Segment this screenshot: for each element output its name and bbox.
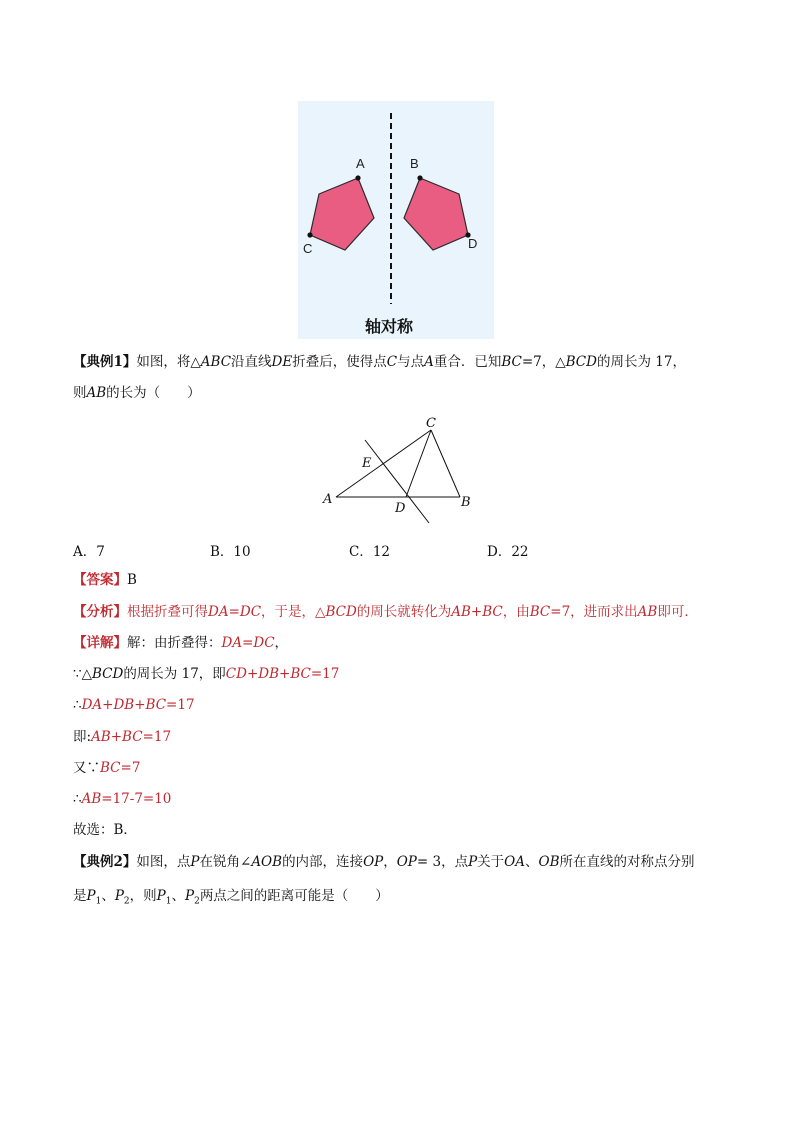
detail-line3: ∴DA+DB+BC=17 — [73, 697, 195, 713]
example1-question-line2: 则AB的长为（ ） — [73, 385, 201, 401]
point-a — [355, 175, 360, 180]
label-e: E — [362, 456, 372, 471]
label-b: B — [410, 156, 419, 171]
option-d[interactable]: D．22 — [487, 544, 529, 560]
example1-tag: 【典例1】 — [73, 354, 137, 370]
detail-line2: ∵△BCD的周长为 17，即CD+DB+BC=17 — [73, 666, 340, 682]
detail-line1: 【详解】解：由折叠得：DA=DC， — [73, 635, 289, 651]
detail-line4: 即:AB+BC=17 — [73, 729, 172, 745]
answer-value: B — [127, 572, 137, 588]
answer-line — [73, 570, 137, 590]
label-c: C — [303, 241, 313, 256]
detail-line6: ∴AB=17-7=10 — [73, 791, 172, 807]
example2-tag: 【典例2】 — [73, 854, 137, 870]
option-c[interactable]: C．12 — [349, 544, 391, 560]
segment-cd — [406, 430, 431, 497]
answer-tag: 【答案】 — [73, 572, 127, 588]
point-c — [307, 232, 312, 237]
option-a[interactable]: A．7 — [73, 544, 105, 560]
detail-line7: 故选：B． — [73, 822, 137, 838]
axial-symmetry-figure — [298, 101, 494, 339]
label-a: A — [323, 492, 333, 507]
detail-tag: 【详解】 — [73, 635, 127, 651]
label-d: D — [468, 236, 478, 251]
point-b — [417, 175, 422, 180]
example2-question-line1: 【典例2】如图，点P在锐角∠AOB的内部，连接OP，OP= 3，点P关于OA、OB所在直线的对称点分别 — [73, 854, 695, 870]
triangle-fold-svg — [318, 411, 478, 526]
example2-question-line2: 是$P_1$、$P_2$，则$P_1$、$P_2$两点之间的距离可能是（ ） — [73, 888, 389, 907]
analysis-line: 【分析】根据折叠可得DA=DC，于是，△BCD的周长就转化为AB+BC，由BC=7，进而求出AB即可． — [73, 604, 698, 620]
triangle-fold-figure — [318, 411, 478, 526]
option-b[interactable]: B．10 — [210, 544, 251, 560]
label-b: B — [461, 495, 471, 510]
detail-line5: 又∵BC=7 — [73, 760, 141, 776]
label-a: A — [356, 156, 365, 171]
label-d: D — [395, 501, 406, 516]
axial-symmetry-svg — [298, 101, 494, 339]
label-c: C — [426, 416, 436, 431]
analysis-tag: 【分析】 — [73, 604, 127, 620]
segment-cb — [431, 430, 460, 497]
figure-caption: 轴对称 — [364, 317, 414, 336]
example1-question-line1: 【典例1】如图，将△ABC沿直线DE折叠后，使得点C与点A重合．已知BC=7，△BCD的周长为 17， — [73, 354, 686, 370]
